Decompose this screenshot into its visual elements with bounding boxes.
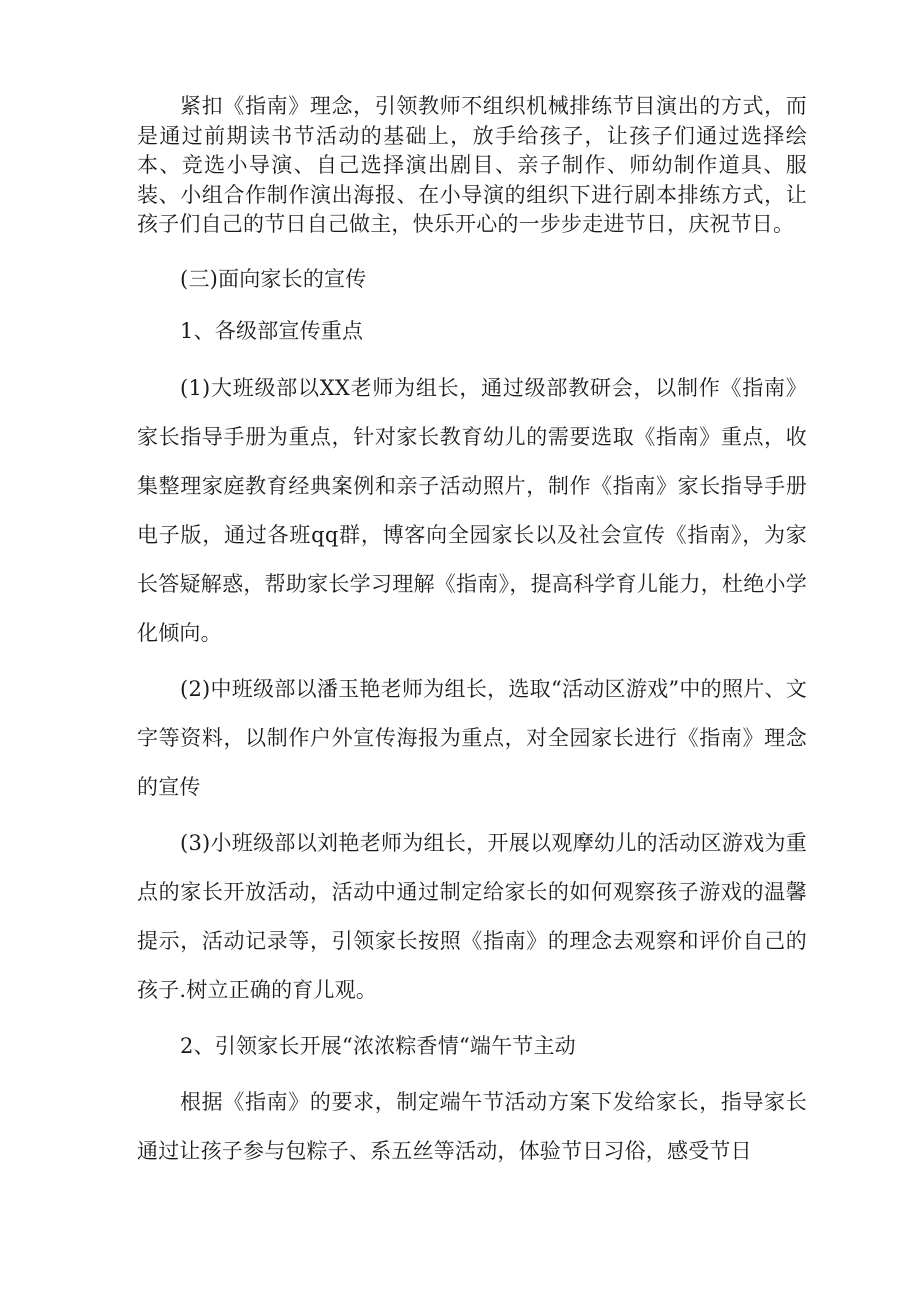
paragraph-small-class: (3)小班级部以刘艳老师为组长，开展以观摩幼儿的活动区游戏为重点的家长开放活动，活动中通过制定给家长的如何观察孩子游戏的温馨提示，活动记录等，引领家长按照《指南》的理念去观察和评价自己的孩子.树立正确的育儿观。 [137, 830, 807, 1002]
paragraph-middle-class: (2)中班级部以潘玉艳老师为组长，选取“活动区游戏”中的照片、文字等资料，以制作户外宣传海报为重点，对全园家长进行《指南》理念的宣传 [137, 676, 807, 799]
paragraph-large-class: (1)大班级部以XX老师为组长，通过级部教研会，以制作《指南》家长指导手册为重点，针对家长教育幼儿的需要选取《指南》重点，收集整理家庭教育经典案例和亲子活动照片，制作《指南》家长指导手册电子版，通过各班qq群，博客向全园家长以及社会宣传《指南》，为家长答疑解惑，帮助家长学习理解《指南》，提高科学育儿能力，杜绝小学化倾向。 [137, 375, 807, 645]
subsection-heading-1: 1、各级部宣传重点 [180, 318, 364, 343]
subsection-heading-2: 2、引领家长开展“浓浓粽香情“端午节主动 [180, 1033, 576, 1058]
document-body [137, 92, 807, 1183]
paragraph-dragon-boat: 根据《指南》的要求，制定端午节活动方案下发给家长，指导家长通过让孩子参与包粽子、系五丝等活动，体验节日习俗，感受节日 [137, 1089, 807, 1163]
section-heading-parents: (三)面向家长的宣传 [180, 266, 367, 291]
paragraph-intro: 紧扣《指南》理念，引领教师不组织机械排练节目演出的方式，而是通过前期读书节活动的基础上，放手给孩子，让孩子们通过选择绘本、竞选小导演、自己选择演出剧目、亲子制作、师幼制作道具、服装、小组合作制作演出海报、在小导演的组织下进行剧本排练方式，让孩子们自己的节日自己做主，快乐开心的一步步走进节日，庆祝节日。 [137, 94, 807, 236]
